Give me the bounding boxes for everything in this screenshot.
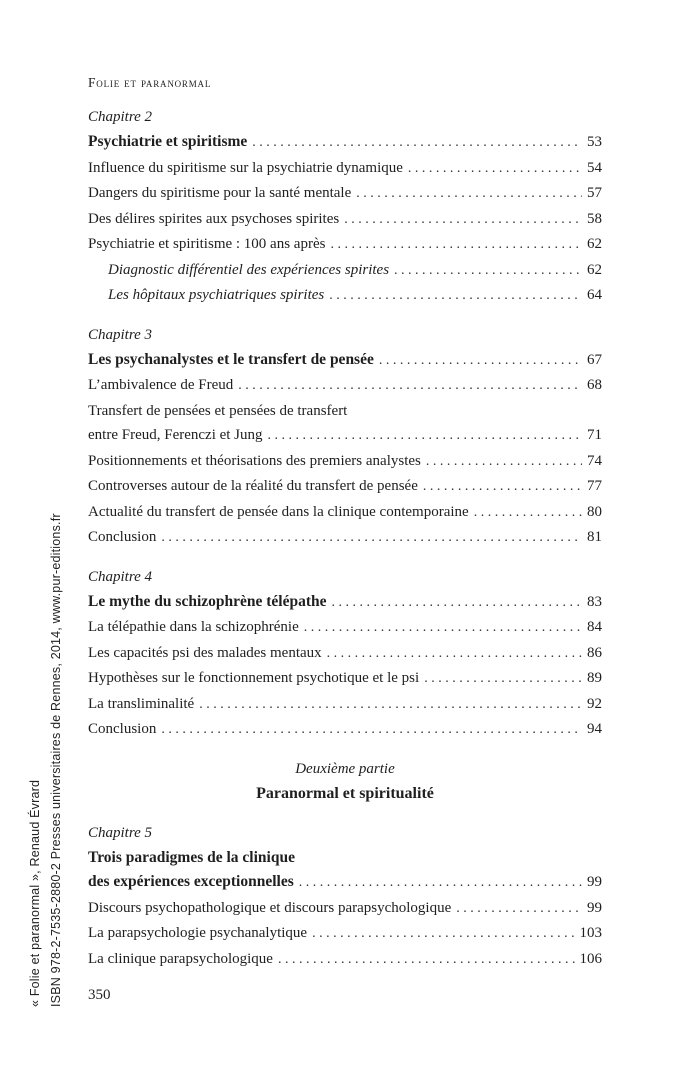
toc-entry-title: Des délires spirites aux psychoses spirites — [88, 210, 340, 227]
toc-entry — [88, 207, 602, 233]
toc-entry-page: 71 — [587, 427, 602, 443]
toc-entry-title: Conclusion — [88, 721, 157, 737]
toc-entry — [88, 590, 602, 616]
toc-entry — [88, 348, 602, 374]
toc-entry-title: Psychiatrie et spiritisme — [88, 133, 248, 150]
toc-entry-title: Hypothèses sur le fonctionnement psychotique et le psi — [88, 670, 420, 686]
dot-leader — [329, 283, 582, 309]
dot-leader — [356, 181, 582, 207]
toc-entry — [88, 525, 602, 551]
toc-entry-title: Psychiatrie et spiritisme : 100 ans après — [88, 236, 326, 252]
dot-leader — [278, 947, 575, 973]
toc-entry-page: 53 — [587, 134, 602, 150]
toc-entry-title: La clinique parapsychologique — [88, 950, 273, 967]
toc-content — [88, 74, 602, 972]
toc-entry-page: 83 — [587, 593, 602, 610]
dot-leader — [268, 423, 582, 449]
toc-entry-page: 62 — [587, 261, 602, 278]
toc-entry-page: 77 — [587, 478, 602, 494]
toc-entry-title: Controverses autour de la réalité du transfert de pensée — [88, 478, 418, 494]
toc-entry — [88, 692, 602, 718]
toc-entry-continued-first-line — [88, 399, 602, 424]
dot-leader — [304, 615, 582, 641]
toc-entry-title: Les capacités psi des malades mentaux — [88, 644, 322, 661]
dot-leader — [327, 641, 582, 667]
toc-entry-page: 103 — [579, 925, 602, 941]
dot-leader — [238, 373, 582, 399]
chapter-label: Chapitre 3 — [88, 326, 153, 343]
toc-entry-title: Les psychanalystes et le transfert de pensée — [88, 350, 374, 368]
toc-entry — [88, 666, 602, 692]
toc-entry-title: des expériences exceptionnelles — [88, 873, 294, 890]
toc-entry — [88, 181, 602, 207]
toc-entry — [88, 500, 602, 526]
toc-entry-title: La télépathie dans la schizophrénie — [88, 619, 299, 635]
part-title: Paranormal et spiritualité — [256, 784, 434, 802]
toc-entry-page: 67 — [587, 351, 602, 368]
toc-entry-title: Trois paradigmes de la clinique — [88, 848, 295, 866]
chapter-label: Chapitre 5 — [88, 824, 153, 841]
toc-entry-continued-first-line — [88, 846, 602, 871]
toc-entry — [88, 130, 602, 156]
spine-isbn: ISBN 978-2-7535-2880-2 Presses universitaires de Rennes, 2014, www.pur-editions.fr — [49, 513, 63, 1007]
toc-entry-page: 84 — [587, 619, 602, 635]
toc-entry-title: Positionnements et théorisations des premiers analystes — [88, 452, 421, 469]
dot-leader — [456, 896, 582, 922]
dot-leader — [424, 666, 582, 692]
dot-leader — [161, 717, 582, 743]
toc-entry-title: La parapsychologie psychanalytique — [88, 925, 308, 941]
toc-entry-page: 81 — [587, 529, 602, 545]
toc-entry-title: entre Freud, Ferenczi et Jung — [88, 427, 263, 443]
toc-entry — [88, 717, 602, 743]
toc-entry-page: 99 — [587, 899, 602, 916]
toc-entry — [88, 615, 602, 641]
toc-entry-title: Actualité du transfert de pensée dans la clinique contemporaine — [88, 503, 469, 520]
toc-entry-page: 54 — [587, 159, 602, 176]
dot-leader — [161, 525, 582, 551]
dot-leader — [474, 500, 582, 526]
toc-entry — [88, 947, 602, 973]
toc-entry — [88, 921, 602, 947]
toc-entry-title: Le mythe du schizophrène télépathe — [88, 592, 327, 610]
dot-leader — [379, 348, 582, 374]
toc-entry-title: Discours psychopathologique et discours parapsychologique — [88, 899, 452, 916]
toc-entry-page: 57 — [587, 185, 602, 201]
toc-entry-title: Les hôpitaux psychiatriques spirites — [108, 287, 325, 303]
page-number: 350 — [88, 987, 111, 1003]
toc-entry-title: La transliminalité — [88, 695, 195, 712]
toc-entry-title: L’ambivalence de Freud — [88, 377, 234, 393]
toc-entry-title: Dangers du spiritisme pour la santé mentale — [88, 185, 352, 201]
part-label: Deuxième partie — [295, 760, 395, 777]
dot-leader — [330, 232, 582, 258]
toc-entry-page: 80 — [587, 503, 602, 520]
dot-leader — [426, 449, 582, 475]
toc-subentry — [88, 283, 602, 309]
dot-leader — [299, 870, 582, 896]
toc-entry-page: 64 — [587, 287, 602, 303]
toc-entry-page: 106 — [579, 950, 602, 967]
dot-leader — [423, 474, 582, 500]
toc-entry — [88, 641, 602, 667]
toc-entry — [88, 423, 602, 449]
toc-entry-page: 58 — [587, 210, 602, 227]
toc-entry-page: 86 — [587, 644, 602, 661]
toc-entry-title: Influence du spiritisme sur la psychiatrie dynamique — [88, 159, 403, 176]
toc-entry-title: Conclusion — [88, 529, 157, 545]
running-header: Folie et paranormal — [88, 75, 212, 90]
dot-leader — [408, 156, 582, 182]
toc-entry-page: 89 — [587, 670, 602, 686]
toc-subentry — [88, 258, 602, 284]
toc-entry-page: 99 — [587, 874, 602, 890]
toc-entry-title: Transfert de pensées et pensées de transfert — [88, 402, 348, 419]
toc-section-chapter-2 — [88, 107, 602, 309]
toc-entry-page: 92 — [587, 695, 602, 712]
toc-entry — [88, 449, 602, 475]
part-divider — [88, 758, 602, 807]
toc-entry-page: 94 — [587, 721, 602, 737]
chapter-label: Chapitre 2 — [88, 109, 153, 125]
toc-entry — [88, 474, 602, 500]
toc-entry — [88, 156, 602, 182]
spine-credit: « Folie et paranormal », Renaud Évrard — [28, 779, 42, 1007]
dot-leader — [332, 590, 582, 616]
toc-entry-page: 68 — [587, 377, 602, 393]
toc-section-chapter-5 — [88, 823, 602, 973]
toc-entry — [88, 373, 602, 399]
dot-leader — [312, 921, 574, 947]
toc-entry — [88, 896, 602, 922]
dot-leader — [344, 207, 582, 233]
chapter-label: Chapitre 4 — [88, 568, 153, 585]
toc-entry-title: Diagnostic différentiel des expériences spirites — [108, 261, 390, 278]
toc-entry — [88, 232, 602, 258]
toc-entry-page: 62 — [587, 236, 602, 252]
toc-section-chapter-3 — [88, 325, 602, 551]
dot-leader — [199, 692, 582, 718]
toc-section-chapter-4 — [88, 567, 602, 743]
dot-leader — [252, 130, 582, 156]
toc-entry — [88, 870, 602, 896]
dot-leader — [394, 258, 582, 284]
toc-entry-page: 74 — [587, 452, 602, 469]
